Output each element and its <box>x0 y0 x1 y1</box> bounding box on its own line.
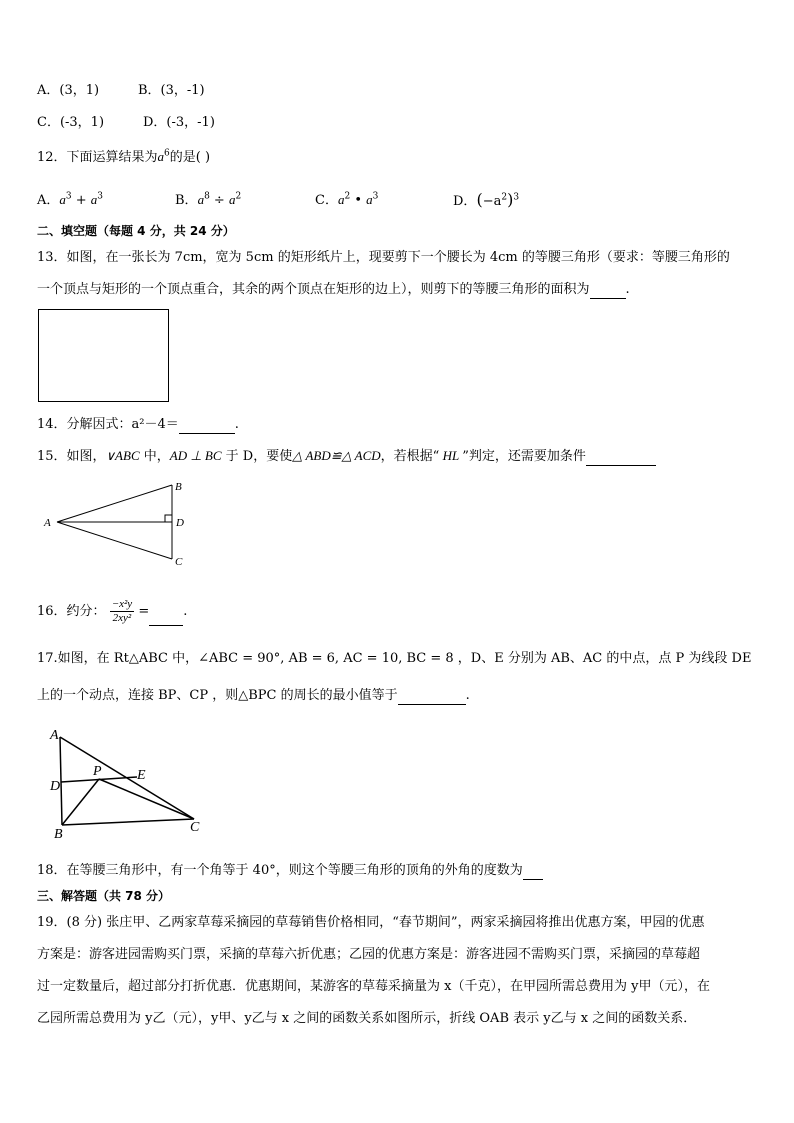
q17-label-b: B <box>54 827 63 842</box>
q15-prefix: 15．如图， <box>37 449 106 464</box>
q13-line2-text: 一个顶点与矩形的一个顶点重合，其余的两个顶点在矩形的边上），则剪下的等腰三角形的面积为 <box>37 282 590 297</box>
q16-line <box>37 598 187 626</box>
q15-line <box>37 447 656 466</box>
q12-stem <box>37 148 210 167</box>
q15-triangle: ∨ABC <box>105 448 140 463</box>
q15-mid3: ，若根据“ <box>380 449 440 464</box>
q16-prefix: 16．约分： <box>37 604 106 619</box>
q13-answer-blank[interactable] <box>590 284 626 299</box>
q16-equals: = <box>138 604 150 619</box>
q12-option-c: C．$a^2$ • $a^3$ <box>315 191 379 208</box>
q12-base: a <box>157 149 165 164</box>
q12-option-d: D．$(-a^2)^3$ <box>453 190 520 209</box>
q15-label-c: C <box>175 556 183 568</box>
q17-line2-text: 上的一个动点，连接 BP、CP ，则△BPC 的周长的最小值等于 <box>37 688 398 703</box>
q15-label-d: D <box>176 517 184 529</box>
q11-option-a: A．(3，1) <box>37 83 100 98</box>
q17-triangle-figure <box>44 723 214 843</box>
q12-option-b: B．$a^8 \div a^2$ <box>175 191 242 208</box>
q15-mid2: 于 D，要使 <box>221 449 293 464</box>
q17-answer-blank[interactable] <box>398 690 466 705</box>
q11-option-c: C．(-3，1) <box>37 115 105 130</box>
q15-congruence: △ ABD≌△ ACD <box>292 448 381 463</box>
q16-denominator: 2xy² <box>112 612 132 624</box>
q12-option-d-label: D． <box>453 194 477 209</box>
q18-line <box>37 862 543 880</box>
q12-exp: 6 <box>164 148 170 159</box>
q17-label-d: D <box>50 779 61 794</box>
section-3-heading: 三、解答题（共 78 分） <box>37 889 171 903</box>
q17-line2 <box>37 687 470 705</box>
q15-mid1: 中， <box>139 449 170 464</box>
q12-option-a-label: A． <box>37 193 60 208</box>
q11-option-b: B．(3，-1) <box>138 83 205 98</box>
q17-label-c: C <box>190 820 200 835</box>
section-2-heading: 二、填空题（每题 4 分，共 24 分） <box>37 224 235 238</box>
q15-answer-blank[interactable] <box>586 451 656 466</box>
q14-line <box>37 416 239 434</box>
q13-rectangle-figure <box>38 309 169 402</box>
q15-label-b: B <box>175 481 182 493</box>
q12-suffix: 的是( ) <box>169 150 211 165</box>
q12-prefix: 12．下面运算结果为 <box>37 150 158 165</box>
q16-fraction <box>110 598 135 625</box>
q14-text: 14．分解因式：a²－4＝ <box>37 417 179 432</box>
q17-line1: 17.如图，在 Rt△ABC 中，∠ABC = 90°, AB = 6, AC = 10, BC = 8 ，D、E 分别为 AB、AC 的中点，点 P 为线段 DE <box>37 651 752 666</box>
q14-answer-blank[interactable] <box>179 419 235 434</box>
q15-label-a: A <box>44 517 51 529</box>
q17-label-e: E <box>137 768 146 783</box>
q17-label-a: A <box>50 728 59 743</box>
q12-option-a: A．$a^3 + a^3$ <box>37 191 104 208</box>
q19-line2: 方案是：游客进园需购买门票，采摘的草莓六折优惠；乙园的优惠方案是：游客进园不需购买门票，采摘园的草莓超 <box>37 947 701 962</box>
q19-line3: 过一定数量后，超过部分打折优惠．优惠期间，某游客的草莓采摘量为 x（千克），在甲园所需总费用为 y甲（元），在 <box>37 979 710 994</box>
q16-numerator: −x²y <box>111 598 133 610</box>
q13-line2 <box>37 281 630 299</box>
q18-answer-blank[interactable] <box>523 865 543 880</box>
q13-end: . <box>625 282 630 297</box>
q11-option-d: D．(-3，-1) <box>143 115 215 130</box>
q18-text: 18．在等腰三角形中，有一个角等于 40°，则这个等腰三角形的顶角的外角的度数为 <box>37 863 523 878</box>
q15-mid4: ”判定，还需要加条件 <box>462 449 586 464</box>
q12-option-b-label: B． <box>175 193 198 208</box>
q15-hl: HL <box>439 448 463 463</box>
q16-end: . <box>183 604 188 619</box>
q12-option-c-label: C． <box>315 193 338 208</box>
q19-line1: 19．(8 分) 张庄甲、乙两家草莓采摘园的草莓销售价格相同，“春节期间”，两家采摘园将推出优惠方案，甲园的优惠 <box>37 915 705 930</box>
q15-condition: AD ⊥ BC <box>169 448 222 463</box>
q15-triangle-figure <box>40 477 200 572</box>
q13-line1: 13．如图，在一张长为 7cm，宽为 5cm 的矩形纸片上，现要剪下一个腰长为 4cm 的等腰三角形（要求：等腰三角形的 <box>37 250 730 265</box>
q19-line4: 乙园所需总费用为 y乙（元），y甲、y乙与 x 之间的函数关系如图所示，折线 OAB 表示 y乙与 x 之间的函数关系． <box>37 1011 697 1026</box>
q16-answer-blank[interactable] <box>149 611 183 626</box>
q17-end: . <box>465 688 470 703</box>
q14-end: . <box>234 417 239 432</box>
q17-label-p: P <box>93 764 102 779</box>
